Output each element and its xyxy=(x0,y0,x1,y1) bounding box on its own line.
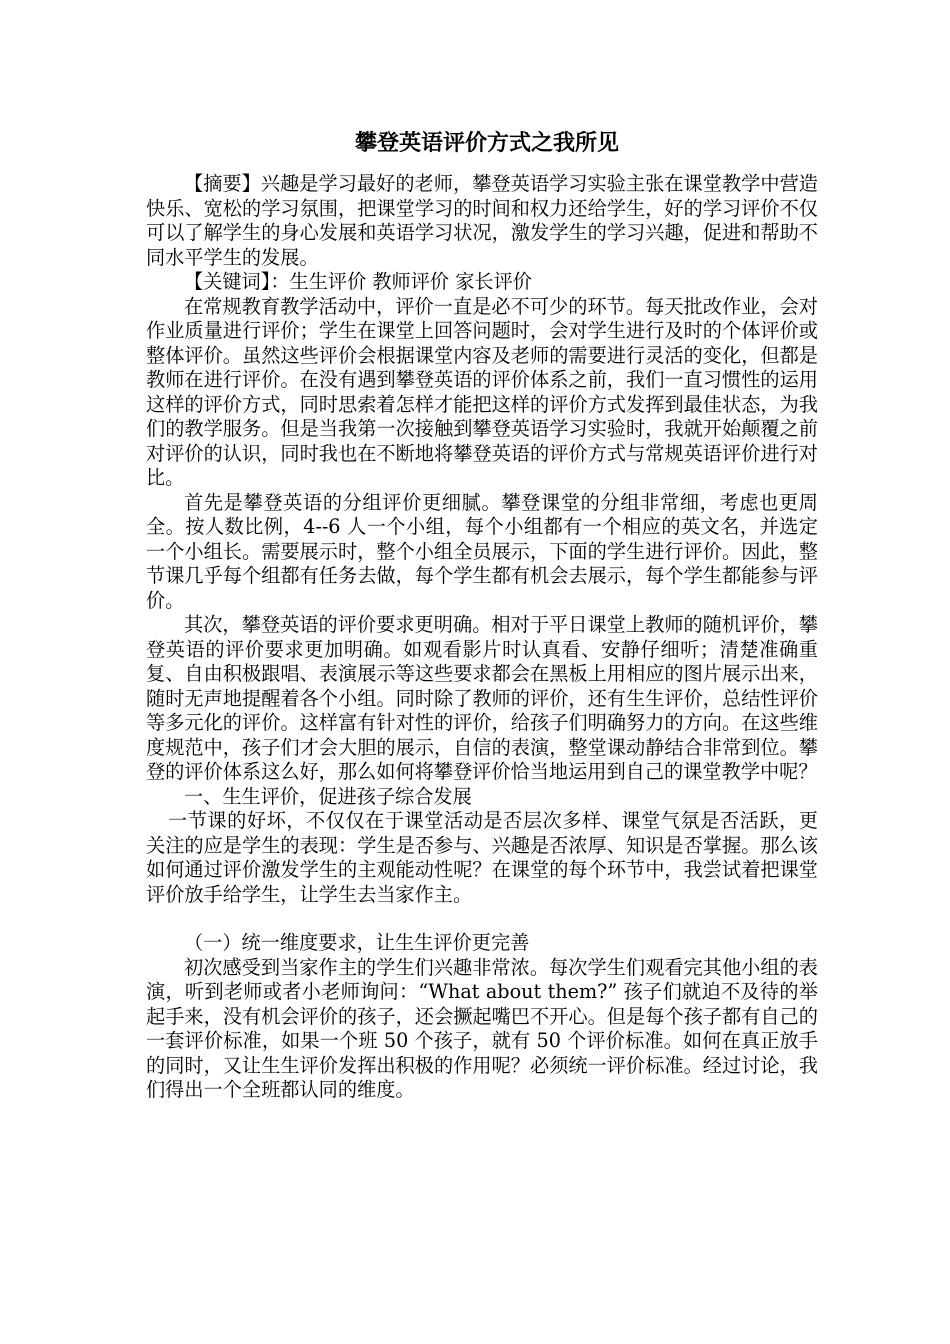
abstract-paragraph: 【摘要】兴趣是学习最好的老师，攀登英语学习实验主张在课堂教学中营造快乐、宽松的学习氛围，把课堂学习的时间和权力还给学生，好的学习评价不仅可以了解学生的身心发展和英语学习状况，激发学生的学习兴趣，促进和帮助不同水平学生的发展。 xyxy=(146,172,818,269)
document-page xyxy=(146,128,818,1103)
body-paragraph: 其次，攀登英语的评价要求更明确。相对于平日课堂上教师的随机评价，攀登英语的评价要求更加明确。如观看影片时认真看、安静仔细听；清楚准确重复、自由积极跟唱、表演展示等这些要求都会在黑板上用相应的图片展示出来，随时无声地提醒着各个小组。同时除了教师的评价，还有生生评价，总结性评价等多元化的评价。这样富有针对性的评价，给孩子们明确努力的方向。在这些维度规范中，孩子们才会大胆的展示，自信的表演，整堂课动静结合非常到位。攀登的评价体系这么好，那么如何将攀登评价恰当地运用到自己的课堂教学中呢？ xyxy=(146,613,818,783)
body-paragraph: 一节课的好坏，不仅仅在于课堂活动是否层次多样、课堂气氛是否活跃，更关注的应是学生的表现：学生是否参与、兴趣是否浓厚、知识是否掌握。那么该如何通过评价激发学生的主观能动性呢？在课堂的每个环节中，我尝试着把课堂评价放手给学生，让学生去当家作主。 xyxy=(146,809,818,906)
subsection-heading: （一）统一维度要求，让生生评价更完善 xyxy=(184,931,530,954)
section-heading: 一、生生评价，促进孩子综合发展 xyxy=(184,784,472,808)
body-paragraph: 初次感受到当家作主的学生们兴趣非常浓。每次学生们观看完其他小组的表演，听到老师或者小老师询问：“What about them?” 孩子们就迫不及待的举起手来，没有机会评价的孩子，还会撅起嘴巴不开心。但是每个孩子都有自己的一套评价标准，如果一个班 50 个孩子，就有 50 个评价标准。如何在真正放手的同时，又让生生评价发挥出积极的作用呢？必须统一评价标准。经过讨论，我们得出一个全班都认同的维度。 xyxy=(146,955,818,1101)
body-paragraph: 在常规教育教学活动中，评价一直是必不可少的环节。每天批改作业，会对作业质量进行评价；学生在课堂上回答问题时，会对学生进行及时的个体评价或整体评价。虽然这些评价会根据课堂内容及老师的需要进行灵活的变化，但都是教师在进行评价。在没有遇到攀登英语的评价体系之前，我们一直习惯性的运用这样的评价方式，同时思索着怎样才能把这样的评价方式发挥到最佳状态，为我们的教学服务。但是当我第一次接触到攀登英语学习实验时，我就开始颠覆之前对评价的认识，同时我也在不断地将攀登英语的评价方式与常规英语评价进行对比。 xyxy=(146,294,818,489)
paragraph-spacer xyxy=(146,907,818,931)
body-paragraph: 首先是攀登英语的分组评价更细腻。攀登课堂的分组非常细，考虑也更周全。按人数比例，4--6 人一个小组，每个小组都有一个相应的英文名，并选定一个小组长。需要展示时，整个小组全员展示，下面的学生进行评价。因此，整节课几乎每个组都有任务去做，每个学生都有机会去展示，每个学生都能参与评价。 xyxy=(146,490,818,612)
document-title: 攀登英语评价方式之我所见 xyxy=(354,131,619,156)
keywords-line: 【关键词】：生生评价 教师评价 家长评价 xyxy=(184,270,532,293)
